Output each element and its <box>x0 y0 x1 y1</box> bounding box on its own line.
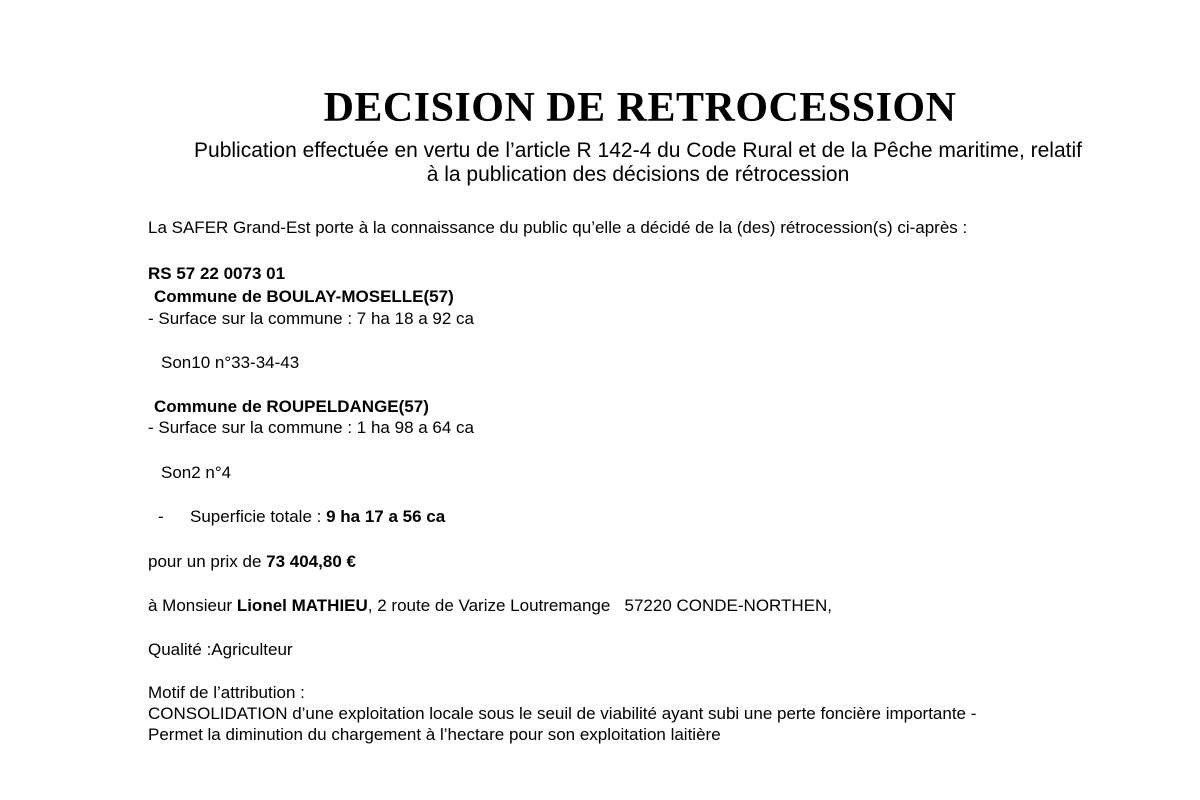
price-label: pour un prix de <box>148 552 267 571</box>
motive-label: Motif de l’attribution : <box>148 683 305 702</box>
commune-parcels: Son10 n°33-34-43 <box>161 353 300 372</box>
motive-line-1: CONSOLIDATION d’une exploitation locale sous le seuil de viabilité ayant subi une perte foncière importante - <box>148 704 977 723</box>
intro-text: La SAFER Grand-Est porte à la connaissance du public qu’elle a décidé de la (des) rétrocession(s) ci-après : <box>148 218 968 237</box>
beneficiary-line <box>148 596 832 616</box>
price-value: 73 404,80 € <box>266 552 356 571</box>
beneficiary-prefix: à Monsieur <box>148 596 237 615</box>
commune-surface: - Surface sur la commune : 1 ha 98 a 64 ca <box>148 418 475 437</box>
beneficiary-address: , 2 route de Varize Loutremange 57220 CONDE-NORTHEN, <box>367 596 833 615</box>
subtitle-line-1: Publication effectuée en vertu de l’article R 142-4 du Code Rural et de la Pêche maritime, relatif <box>194 139 1082 162</box>
document-title: DECISION DE RETROCESSION <box>323 85 957 131</box>
commune-name: Commune de BOULAY-MOSELLE(57) <box>154 287 454 306</box>
total-area-value: 9 ha 17 a 56 ca <box>326 507 446 526</box>
motive-line-2: Permet la diminution du chargement à l’hectare pour son exploitation laitière <box>148 725 721 744</box>
commune-name: Commune de ROUPELDANGE(57) <box>154 397 429 416</box>
total-area-label: Superficie totale : <box>190 507 327 526</box>
reference-number: RS 57 22 0073 01 <box>148 264 286 283</box>
commune-parcels: Son2 n°4 <box>161 463 232 482</box>
total-area <box>190 507 445 527</box>
subtitle-line-2: à la publication des décisions de rétrocession <box>426 163 850 186</box>
total-dash: - <box>158 507 164 526</box>
commune-surface: - Surface sur la commune : 7 ha 18 a 92 ca <box>148 309 475 328</box>
beneficiary-name: Lionel MATHIEU <box>236 596 368 615</box>
price-line <box>148 552 356 572</box>
quality-line: Qualité :Agriculteur <box>148 640 293 659</box>
